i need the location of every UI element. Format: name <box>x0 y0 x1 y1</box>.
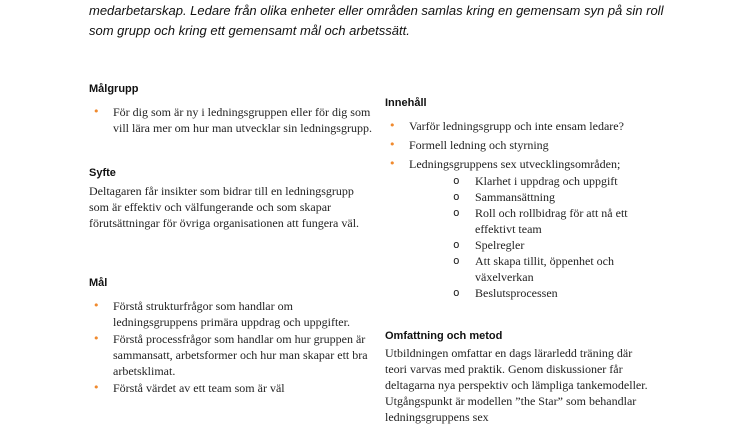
bullet-icon: • <box>93 299 100 312</box>
list-item: • Förstå strukturfrågor som handlar om ledningsgruppens primära uppdrag och uppgifter. <box>93 299 350 329</box>
list-item: • För dig som är ny i ledningsgruppen eller för dig som vill lära mer om hur man utvecklar sin ledningsgrupp. <box>93 105 372 135</box>
mal-list <box>89 298 379 396</box>
syfte-heading: Syfte <box>89 167 116 179</box>
list-item: o Att skapa tillit, öppenhet och växelverkan <box>453 254 614 284</box>
bullet-icon: • <box>389 157 396 170</box>
list-item: o Beslutsprocessen <box>453 286 558 300</box>
list-item: o Sammansättning <box>453 190 555 204</box>
intro-text: medarbetarskap. Ledare från olika enheter eller områden samlas kring en gemensam syn på sin roll som grupp och kring ett gemensamt mål och arbetssätt. <box>89 3 664 38</box>
list-item: • Ledningsgruppens sex utvecklingsområden; <box>389 157 621 171</box>
omfattning-heading: Omfattning och metod <box>385 330 503 342</box>
list-item: o Roll och rollbidrag för att nå ett effektivt team <box>453 206 628 236</box>
circle-bullet-icon: o <box>453 206 460 219</box>
malgrupp-list <box>89 104 389 136</box>
omfattning-text: Utbildningen omfattar en dags lärarledd träning där teori varvas med praktik. Genom diskussioner får deltagarna nya perspektiv och lämpliga tankemodeller. Utgångspunkt är modellen ”the Star” som behandlar ledningsgruppens sex <box>385 346 648 424</box>
circle-bullet-icon: o <box>453 174 460 187</box>
innehall-heading: Innehåll <box>385 97 427 109</box>
innehall-list <box>385 118 685 172</box>
syfte-text: Deltagaren får insikter som bidrar till en ledningsgrupp som är effektiv och välfungerande och som skapar förutsättningar för övriga organisationen att fungera väl. <box>89 184 360 230</box>
list-item: o Klarhet i uppdrag och uppgift <box>453 174 618 188</box>
circle-bullet-icon: o <box>453 238 460 251</box>
circle-bullet-icon: o <box>453 286 460 299</box>
bullet-icon: • <box>389 119 396 132</box>
mal-heading: Mål <box>89 277 108 289</box>
list-item: o Spelregler <box>453 238 525 252</box>
circle-bullet-icon: o <box>453 254 460 267</box>
list-item: • Varför ledningsgrupp och inte ensam ledare? <box>389 119 624 133</box>
list-item: • Formell ledning och styrning <box>389 138 549 152</box>
bullet-icon: • <box>93 381 100 394</box>
list-item: • Förstå värdet av ett team som är väl <box>93 381 285 395</box>
bullet-icon: • <box>93 332 100 345</box>
innehall-sublist <box>453 173 653 301</box>
list-item: • Förstå processfrågor som handlar om hur gruppen är sammansatt, arbetsformer och hur man skapar ett bra arbetsklimat. <box>93 332 368 378</box>
bullet-icon: • <box>389 138 396 151</box>
malgrupp-heading: Målgrupp <box>89 83 139 95</box>
bullet-icon: • <box>93 105 100 118</box>
circle-bullet-icon: o <box>453 190 460 203</box>
